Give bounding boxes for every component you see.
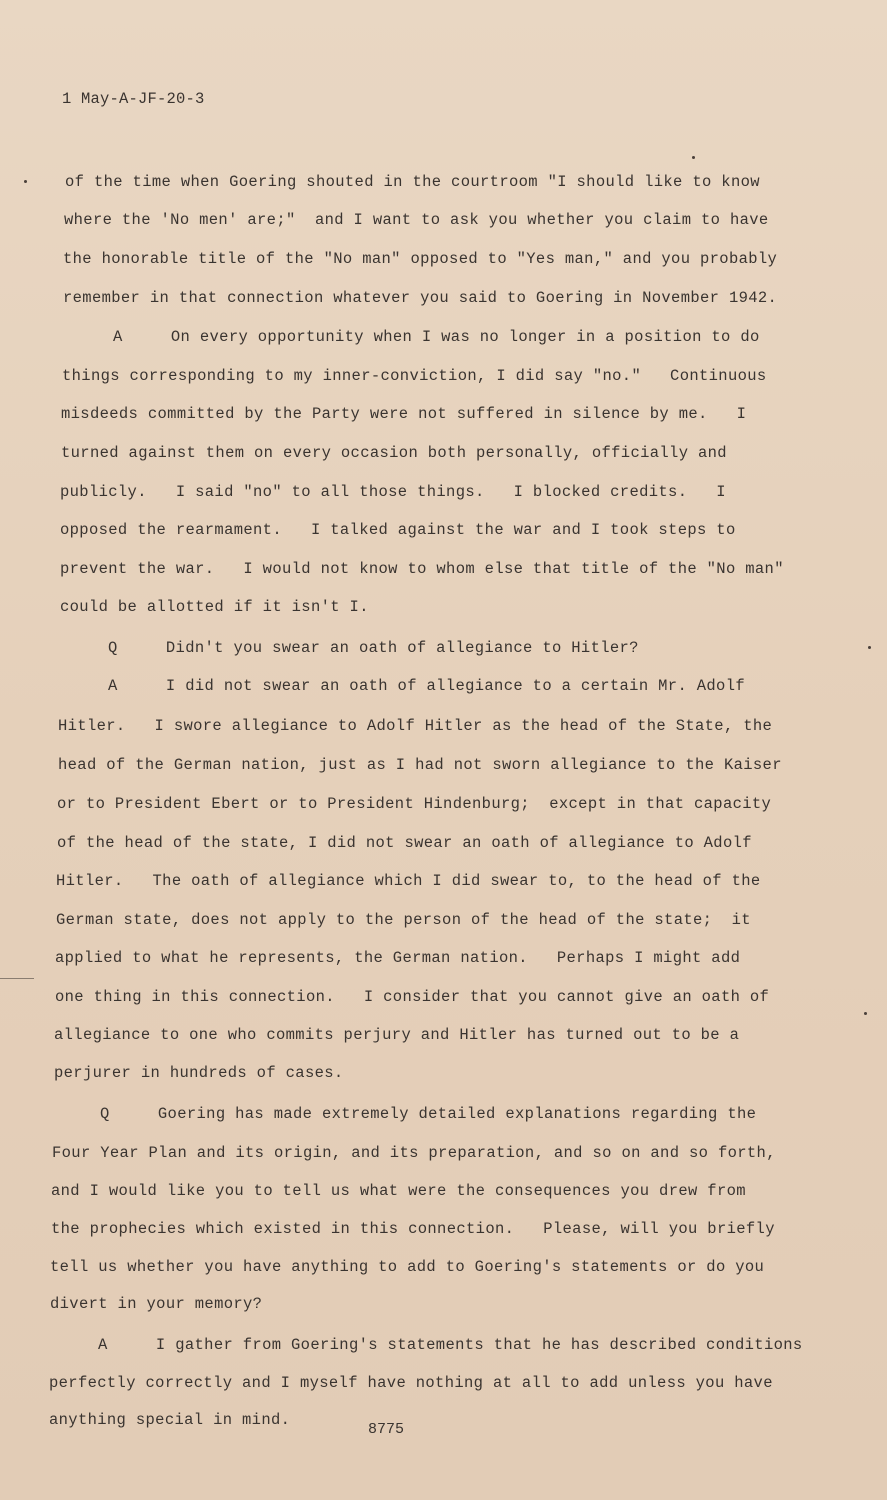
- text-line: perfectly correctly and I myself have nothing at all to add unless you have: [49, 1374, 773, 1392]
- document-reference-code: 1 May-A-JF-20-3: [62, 90, 205, 108]
- text-line: publicly. I said "no" to all those things. I blocked credits. I: [60, 483, 726, 501]
- text-line: A I gather from Goering's statements that he has described conditions: [98, 1336, 803, 1354]
- text-line: things corresponding to my inner-conviction, I did say "no." Continuous: [62, 367, 767, 385]
- text-line: or to President Ebert or to President Hindenburg; except in that capacity: [57, 795, 772, 813]
- text-line: Q Goering has made extremely detailed explanations regarding the: [100, 1105, 757, 1123]
- text-line: applied to what he represents, the German nation. Perhaps I might add: [55, 949, 741, 967]
- paper-speck: [692, 156, 695, 159]
- text-line: could be allotted if it isn't I.: [60, 598, 369, 616]
- text-line: tell us whether you have anything to add to Goering's statements or do you: [50, 1258, 765, 1276]
- text-line: divert in your memory?: [50, 1295, 263, 1313]
- paper-speck: [864, 1012, 867, 1015]
- text-line: of the head of the state, I did not swear an oath of allegiance to Adolf: [57, 834, 752, 852]
- text-line: A On every opportunity when I was no longer in a position to do: [113, 328, 760, 346]
- text-line: head of the German nation, just as I had not sworn allegiance to the Kaiser: [58, 756, 782, 774]
- text-line: Hitler. The oath of allegiance which I did swear to, to the head of the: [56, 872, 761, 890]
- text-line: perjurer in hundreds of cases.: [54, 1064, 344, 1082]
- text-line: remember in that connection whatever you said to Goering in November 1942.: [63, 289, 778, 307]
- text-line: one thing in this connection. I consider that you cannot give an oath of: [55, 988, 770, 1006]
- text-line: prevent the war. I would not know to whom else that title of the "No man": [60, 560, 784, 578]
- text-line: of the time when Goering shouted in the courtroom "I should like to know: [65, 173, 760, 191]
- text-line: Hitler. I swore allegiance to Adolf Hitler as the head of the State, the: [58, 717, 773, 735]
- text-line: A I did not swear an oath of allegiance to a certain Mr. Adolf: [108, 677, 745, 695]
- paper-speck: [24, 180, 27, 183]
- text-line: anything special in mind.: [49, 1411, 291, 1429]
- text-line: Q Didn't you swear an oath of allegiance to Hitler?: [108, 639, 639, 657]
- text-line: the prophecies which existed in this connection. Please, will you briefly: [51, 1220, 775, 1238]
- text-line: turned against them on every occasion both personally, officially and: [61, 444, 727, 462]
- paper-speck: [868, 646, 871, 649]
- text-line: Four Year Plan and its origin, and its preparation, and so on and so forth,: [52, 1144, 776, 1162]
- text-line: opposed the rearmament. I talked against the war and I took steps to: [60, 521, 736, 539]
- page-number: 8775: [368, 1421, 405, 1438]
- text-line: allegiance to one who commits perjury and Hitler has turned out to be a: [54, 1026, 740, 1044]
- text-line: where the 'No men' are;" and I want to ask you whether you claim to have: [64, 211, 769, 229]
- paper-edge-mark: [0, 978, 34, 979]
- text-line: misdeeds committed by the Party were not suffered in silence by me. I: [61, 405, 747, 423]
- text-line: German state, does not apply to the person of the head of the state; it: [56, 911, 751, 929]
- text-line: and I would like you to tell us what were the consequences you drew from: [51, 1182, 746, 1200]
- text-line: the honorable title of the "No man" opposed to "Yes man," and you probably: [63, 250, 778, 268]
